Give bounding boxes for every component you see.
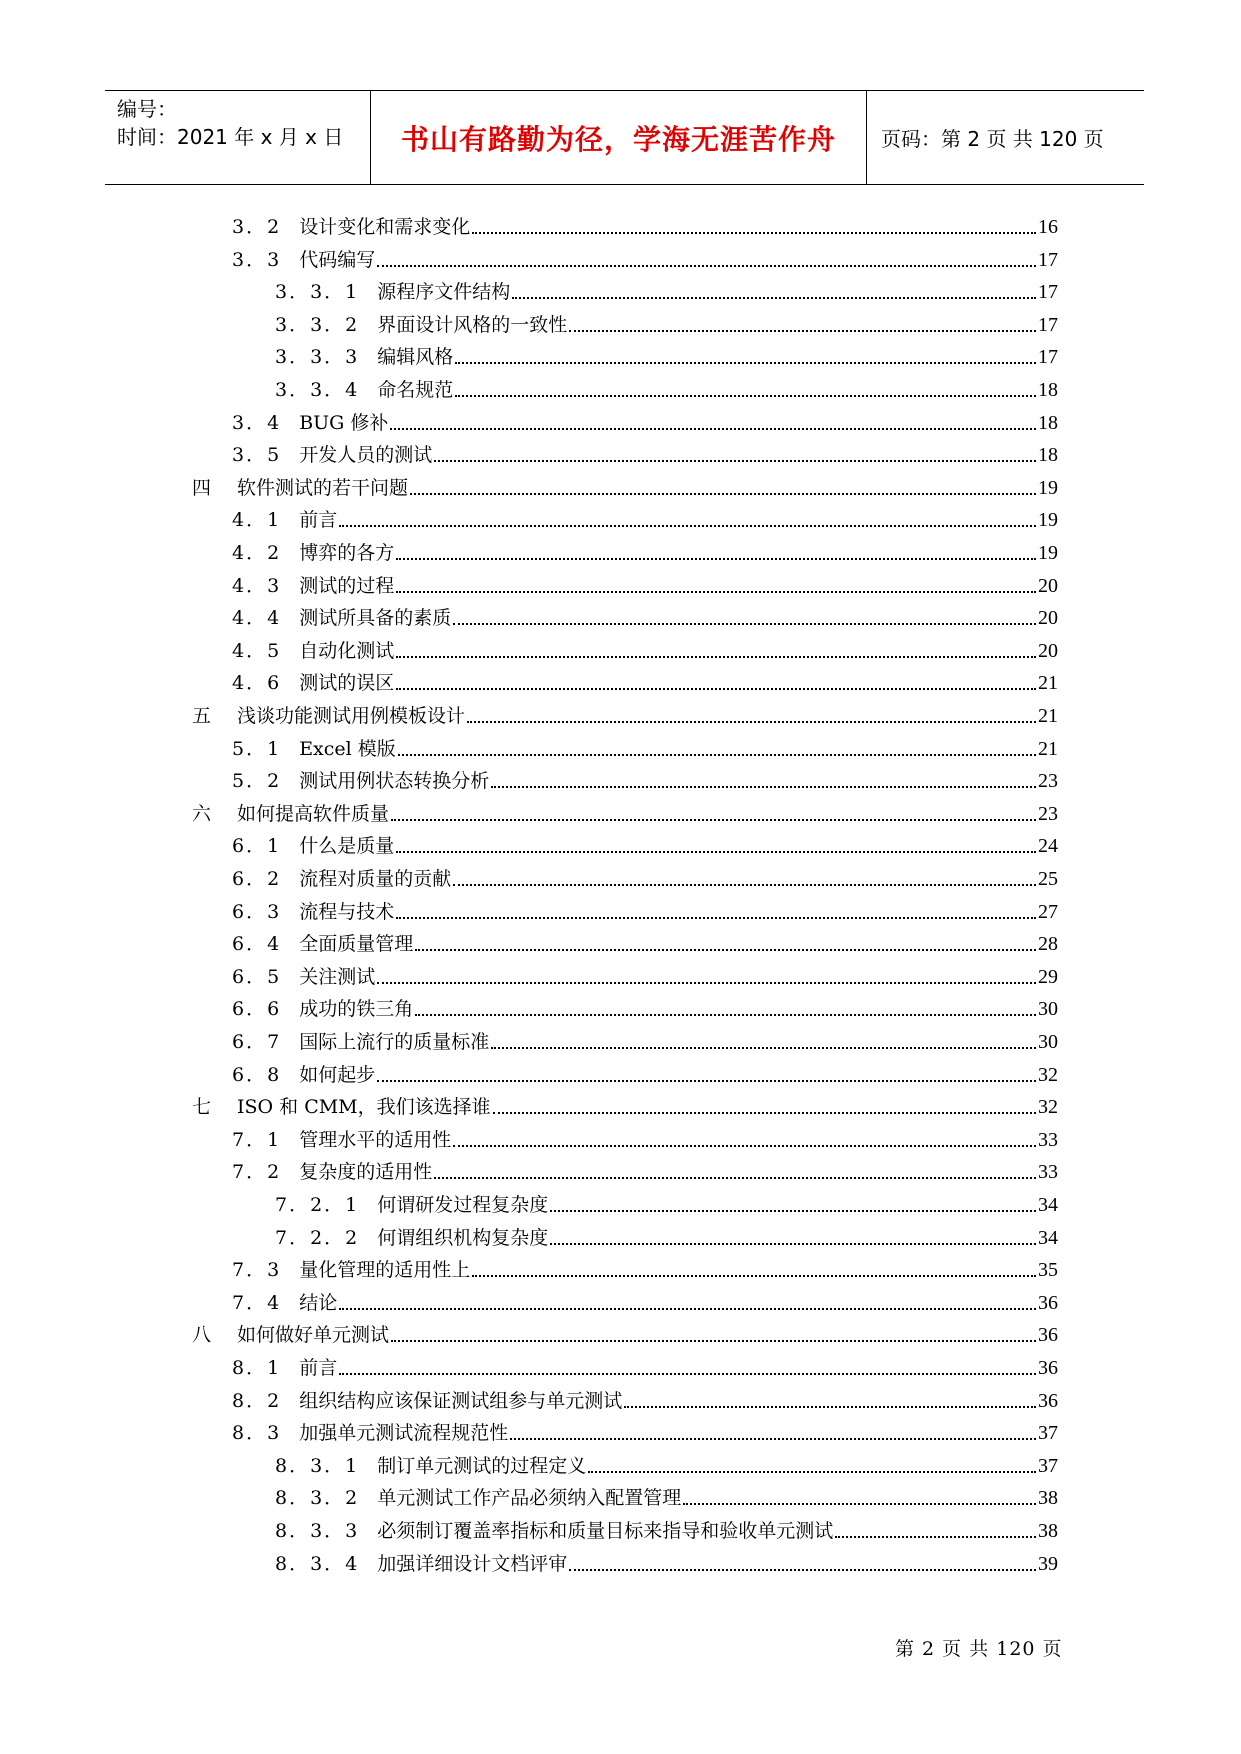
toc-entry[interactable] [192, 474, 1058, 502]
toc-entry-number: 七 [192, 1096, 214, 1119]
toc-entry-page: 16 [1038, 216, 1058, 238]
toc-entry[interactable] [232, 1289, 1058, 1317]
toc-entry-page: 33 [1038, 1161, 1058, 1184]
toc-dot-leader [550, 1243, 1036, 1245]
toc-entry-page: 20 [1038, 574, 1058, 597]
toc-dot-leader [396, 851, 1036, 853]
toc-dot-leader [455, 395, 1036, 397]
toc-entry-page: 34 [1038, 1194, 1058, 1216]
toc-entry[interactable] [232, 637, 1058, 665]
toc-entry-title: 何谓研发过程复杂度 [377, 1194, 549, 1216]
toc-entry-title: BUG 修补 [299, 411, 389, 434]
toc-entry[interactable] [275, 1224, 1058, 1252]
toc-entry-title: 关注测试 [299, 965, 376, 988]
toc-entry-number: 6．2 [232, 868, 282, 890]
toc-entry-number: 8．3．3 [275, 1520, 360, 1542]
toc-entry-page: 23 [1038, 770, 1058, 793]
header-left-cell [105, 91, 370, 184]
toc-entry-title: ISO 和 CMM，我们该选择谁 [237, 1096, 491, 1119]
toc-entry[interactable] [275, 1452, 1058, 1480]
toc-entry-title: 软件测试的若干问题 [237, 476, 409, 499]
toc-entry[interactable] [232, 735, 1058, 763]
toc-entry-title: 结论 [299, 1291, 338, 1314]
toc-entry[interactable] [232, 963, 1058, 991]
toc-entry-title: 博弈的各方 [299, 542, 395, 564]
toc-entry[interactable] [232, 441, 1058, 469]
toc-entry-page: 19 [1038, 476, 1058, 499]
toc-entry-title: 命名规范 [377, 379, 454, 401]
toc-entry-title: 自动化测试 [299, 639, 395, 662]
toc-entry-page: 25 [1038, 868, 1058, 890]
toc-entry[interactable] [232, 1061, 1058, 1089]
toc-dot-leader [396, 558, 1036, 560]
toc-entry[interactable] [232, 506, 1058, 534]
toc-entry[interactable] [275, 343, 1058, 371]
toc-entry-title: 编辑风格 [377, 346, 454, 369]
toc-dot-leader [453, 884, 1036, 886]
toc-entry-number: 5．1 [232, 737, 282, 760]
toc-entry-page: 36 [1038, 1389, 1058, 1412]
toc-entry-number: 六 [192, 802, 214, 825]
toc-entry-title: 测试用例状态转换分析 [299, 770, 490, 793]
toc-entry-title: 成功的铁三角 [299, 998, 414, 1021]
toc-dot-leader [434, 460, 1036, 462]
toc-dot-leader [398, 754, 1036, 756]
toc-entry-title: 何谓组织机构复杂度 [377, 1226, 549, 1249]
toc-dot-leader [453, 1145, 1036, 1147]
toc-entry-page: 32 [1038, 1096, 1058, 1119]
toc-entry-title: 量化管理的适用性上 [299, 1259, 471, 1282]
toc-entry[interactable] [192, 1093, 1058, 1121]
toc-dot-leader [396, 917, 1036, 919]
toc-entry-number: 8．3．1 [275, 1454, 360, 1477]
toc-entry[interactable] [232, 832, 1058, 860]
toc-entry-title: 必须制订覆盖率指标和质量目标来指导和验收单元测试 [377, 1520, 834, 1542]
toc-entry-page: 17 [1038, 313, 1058, 336]
toc-entry[interactable] [192, 702, 1058, 730]
toc-entry-page: 17 [1038, 346, 1058, 369]
toc-entry-number: 3．5 [232, 444, 282, 467]
toc-entry-title: 管理水平的适用性 [299, 1128, 452, 1151]
toc-entry-number: 6．3 [232, 900, 282, 923]
toc-entry-title: 单元测试工作产品必须纳入配置管理 [377, 1487, 682, 1510]
toc-dot-leader [550, 1210, 1036, 1212]
toc-entry-number: 4．3 [232, 574, 282, 597]
toc-entry-title: 如何提高软件质量 [237, 802, 390, 825]
toc-dot-leader [472, 1275, 1036, 1277]
toc-dot-leader [434, 1177, 1036, 1179]
toc-entry[interactable] [275, 1550, 1058, 1578]
toc-entry-page: 33 [1038, 1128, 1058, 1151]
toc-entry-number: 3．4 [232, 411, 282, 434]
toc-entry-page: 37 [1038, 1454, 1058, 1477]
toc-entry[interactable] [275, 311, 1058, 339]
toc-dot-leader [512, 297, 1036, 299]
toc-dot-leader [472, 232, 1036, 234]
toc-dot-leader [467, 721, 1036, 723]
toc-entry-page: 18 [1038, 411, 1058, 434]
toc-entry-title: Excel 模版 [299, 737, 396, 760]
toc-entry-title: 流程对质量的贡献 [299, 868, 452, 890]
toc-entry-page: 37 [1038, 1422, 1058, 1445]
toc-entry-number: 4．4 [232, 607, 282, 630]
toc-dot-leader [683, 1503, 1036, 1505]
toc-entry-title: 复杂度的适用性 [299, 1161, 433, 1184]
toc-entry-number: 3．3．1 [275, 281, 360, 304]
toc-entry-number: 7．2．1 [275, 1194, 360, 1216]
toc-dot-leader [410, 493, 1036, 495]
toc-dot-leader [510, 1438, 1036, 1440]
document-time-label: 时间：2021 年 x 月 x 日 [117, 125, 344, 149]
toc-dot-leader [390, 428, 1036, 430]
toc-entry-title: 全面质量管理 [299, 933, 414, 956]
toc-entry-page: 34 [1038, 1226, 1058, 1249]
toc-entry-number: 4．6 [232, 672, 282, 695]
toc-entry[interactable] [232, 1354, 1058, 1382]
toc-entry-page: 38 [1038, 1487, 1058, 1510]
toc-entry[interactable] [275, 1517, 1058, 1545]
toc-entry-title: 代码编写 [299, 248, 376, 271]
toc-dot-leader [377, 1080, 1036, 1082]
toc-entry[interactable] [232, 1419, 1058, 1447]
toc-entry[interactable] [232, 865, 1058, 893]
toc-entry-page: 36 [1038, 1324, 1058, 1347]
toc-entry-page: 20 [1038, 639, 1058, 662]
toc-entry-number: 7．1 [232, 1128, 282, 1151]
toc-entry-number: 8．2 [232, 1389, 282, 1412]
toc-entry-number: 五 [192, 705, 214, 727]
toc-entry-number: 4．5 [232, 639, 282, 662]
toc-entry-page: 21 [1038, 705, 1058, 727]
toc-dot-leader [493, 1112, 1036, 1114]
toc-entry-page: 39 [1038, 1552, 1058, 1575]
toc-dot-leader [396, 656, 1036, 658]
toc-entry-page: 29 [1038, 965, 1058, 988]
toc-entry-page: 19 [1038, 509, 1058, 532]
toc-entry[interactable] [232, 767, 1058, 795]
toc-entry-title: 设计变化和需求变化 [299, 216, 471, 238]
toc-entry[interactable] [232, 604, 1058, 632]
toc-entry-page: 35 [1038, 1259, 1058, 1282]
toc-entry-title: 前言 [299, 1357, 338, 1379]
toc-entry-number: 8．1 [232, 1357, 282, 1379]
toc-entry-number: 6．4 [232, 933, 282, 956]
toc-entry-page: 38 [1038, 1520, 1058, 1542]
toc-dot-leader [415, 949, 1036, 951]
toc-entry-page: 18 [1038, 379, 1058, 401]
toc-entry[interactable] [275, 1191, 1058, 1219]
toc-entry-number: 7．2．2 [275, 1226, 360, 1249]
toc-entry-title: 测试所具备的素质 [299, 607, 452, 630]
document-number-label: 编号： [117, 97, 177, 121]
toc-dot-leader [569, 330, 1036, 332]
toc-entry-title: 如何起步 [299, 1063, 376, 1086]
toc-entry[interactable] [232, 1126, 1058, 1154]
toc-entry[interactable] [232, 1028, 1058, 1056]
toc-entry[interactable] [232, 995, 1058, 1023]
toc-dot-leader [391, 1340, 1036, 1342]
toc-entry[interactable] [232, 213, 1058, 241]
toc-entry-page: 36 [1038, 1357, 1058, 1379]
toc-entry-number: 8．3 [232, 1422, 282, 1445]
toc-entry-page: 19 [1038, 542, 1058, 564]
toc-entry[interactable] [192, 800, 1058, 828]
toc-entry-page: 23 [1038, 802, 1058, 825]
toc-entry-number: 6．7 [232, 1031, 282, 1053]
toc-dot-leader [377, 265, 1036, 267]
toc-entry[interactable] [275, 278, 1058, 306]
toc-entry-title: 国际上流行的质量标准 [299, 1031, 490, 1053]
toc-entry-title: 测试的过程 [299, 574, 395, 597]
toc-entry[interactable] [232, 572, 1058, 600]
toc-entry[interactable] [275, 1484, 1058, 1512]
toc-entry-title: 组织结构应该保证测试组参与单元测试 [299, 1389, 623, 1412]
toc-entry-page: 20 [1038, 607, 1058, 630]
toc-entry-number: 7．2 [232, 1161, 282, 1184]
toc-entry-number: 8．3．4 [275, 1552, 360, 1575]
toc-entry[interactable] [232, 1256, 1058, 1284]
toc-entry-number: 6．1 [232, 835, 282, 858]
toc-entry-number: 3．2 [232, 216, 282, 238]
toc-dot-leader [569, 1569, 1036, 1571]
toc-entry-page: 32 [1038, 1063, 1058, 1086]
toc-entry-number: 3．3．3 [275, 346, 360, 369]
toc-dot-leader [377, 982, 1036, 984]
toc-entry-page: 36 [1038, 1291, 1058, 1314]
toc-entry-page: 30 [1038, 998, 1058, 1021]
toc-entry-number: 7．3 [232, 1259, 282, 1282]
toc-entry-number: 4．1 [232, 509, 282, 532]
toc-entry-number: 3．3 [232, 248, 282, 271]
toc-entry-number: 八 [192, 1324, 214, 1347]
toc-entry-title: 界面设计风格的一致性 [377, 313, 568, 336]
toc-entry-page: 17 [1038, 248, 1058, 271]
toc-dot-leader [339, 525, 1036, 527]
toc-entry-page: 21 [1038, 672, 1058, 695]
toc-dot-leader [415, 1014, 1036, 1016]
toc-entry-number: 8．3．2 [275, 1487, 360, 1510]
toc-entry-number: 3．3．2 [275, 313, 360, 336]
toc-entry-page: 28 [1038, 933, 1058, 956]
header-slogan-cell [370, 91, 867, 184]
toc-entry-title: 源程序文件结构 [377, 281, 511, 304]
toc-entry[interactable] [232, 930, 1058, 958]
toc-entry[interactable] [232, 1387, 1058, 1415]
toc-dot-leader [455, 362, 1036, 364]
toc-entry-title: 加强单元测试流程规范性 [299, 1422, 509, 1445]
toc-entry-page: 17 [1038, 281, 1058, 304]
toc-entry[interactable] [192, 1321, 1058, 1349]
toc-entry[interactable] [232, 539, 1058, 567]
toc-entry[interactable] [232, 1158, 1058, 1186]
toc-entry-page: 24 [1038, 835, 1058, 858]
toc-dot-leader [339, 1373, 1036, 1375]
toc-entry-title: 浅谈功能测试用例模板设计 [237, 705, 466, 727]
toc-entry-number: 6．8 [232, 1063, 282, 1086]
toc-dot-leader [588, 1471, 1036, 1473]
toc-entry-number: 四 [192, 476, 214, 499]
toc-dot-leader [624, 1406, 1036, 1408]
toc-dot-leader [396, 688, 1036, 690]
toc-dot-leader [396, 591, 1036, 593]
toc-dot-leader [339, 1308, 1036, 1310]
page-footer: 第 2 页 共 120 页 [895, 1638, 1063, 1660]
toc-entry[interactable] [232, 669, 1058, 697]
toc-entry-number: 6．5 [232, 965, 282, 988]
toc-entry-page: 18 [1038, 444, 1058, 467]
toc-entry[interactable] [275, 376, 1058, 404]
toc-entry-number: 3．3．4 [275, 379, 360, 401]
toc-entry-title: 前言 [299, 509, 338, 532]
toc-entry-title: 开发人员的测试 [299, 444, 433, 467]
toc-dot-leader [391, 819, 1036, 821]
toc-entry-title: 如何做好单元测试 [237, 1324, 390, 1347]
toc-entry-number: 4．2 [232, 542, 282, 564]
toc-entry-title: 加强详细设计文档评审 [377, 1552, 568, 1575]
toc-entry-page: 27 [1038, 900, 1058, 923]
toc-dot-leader [835, 1536, 1036, 1538]
toc-entry-title: 制订单元测试的过程定义 [377, 1454, 587, 1477]
toc-entry-number: 6．6 [232, 998, 282, 1021]
header-page-label: 页码：第 2 页 共 120 页 [881, 127, 1104, 151]
toc-dot-leader [491, 786, 1036, 788]
header-slogan: 书山有路勤为径，学海无涯苦作舟 [400, 122, 836, 156]
toc-entry-page: 21 [1038, 737, 1058, 760]
toc-entry[interactable] [232, 246, 1058, 274]
toc-entry-number: 5．2 [232, 770, 282, 793]
header-page-cell [867, 91, 1158, 184]
toc-entry-title: 流程与技术 [299, 900, 395, 923]
toc-entry[interactable] [232, 409, 1058, 437]
toc-entry-number: 7．4 [232, 1291, 282, 1314]
toc-dot-leader [491, 1047, 1036, 1049]
toc-dot-leader [453, 623, 1036, 625]
toc-entry-page: 30 [1038, 1031, 1058, 1053]
toc-entry-title: 什么是质量 [299, 835, 395, 858]
toc-entry-title: 测试的误区 [299, 672, 395, 695]
toc-entry[interactable] [232, 898, 1058, 926]
page-header [105, 90, 1144, 185]
